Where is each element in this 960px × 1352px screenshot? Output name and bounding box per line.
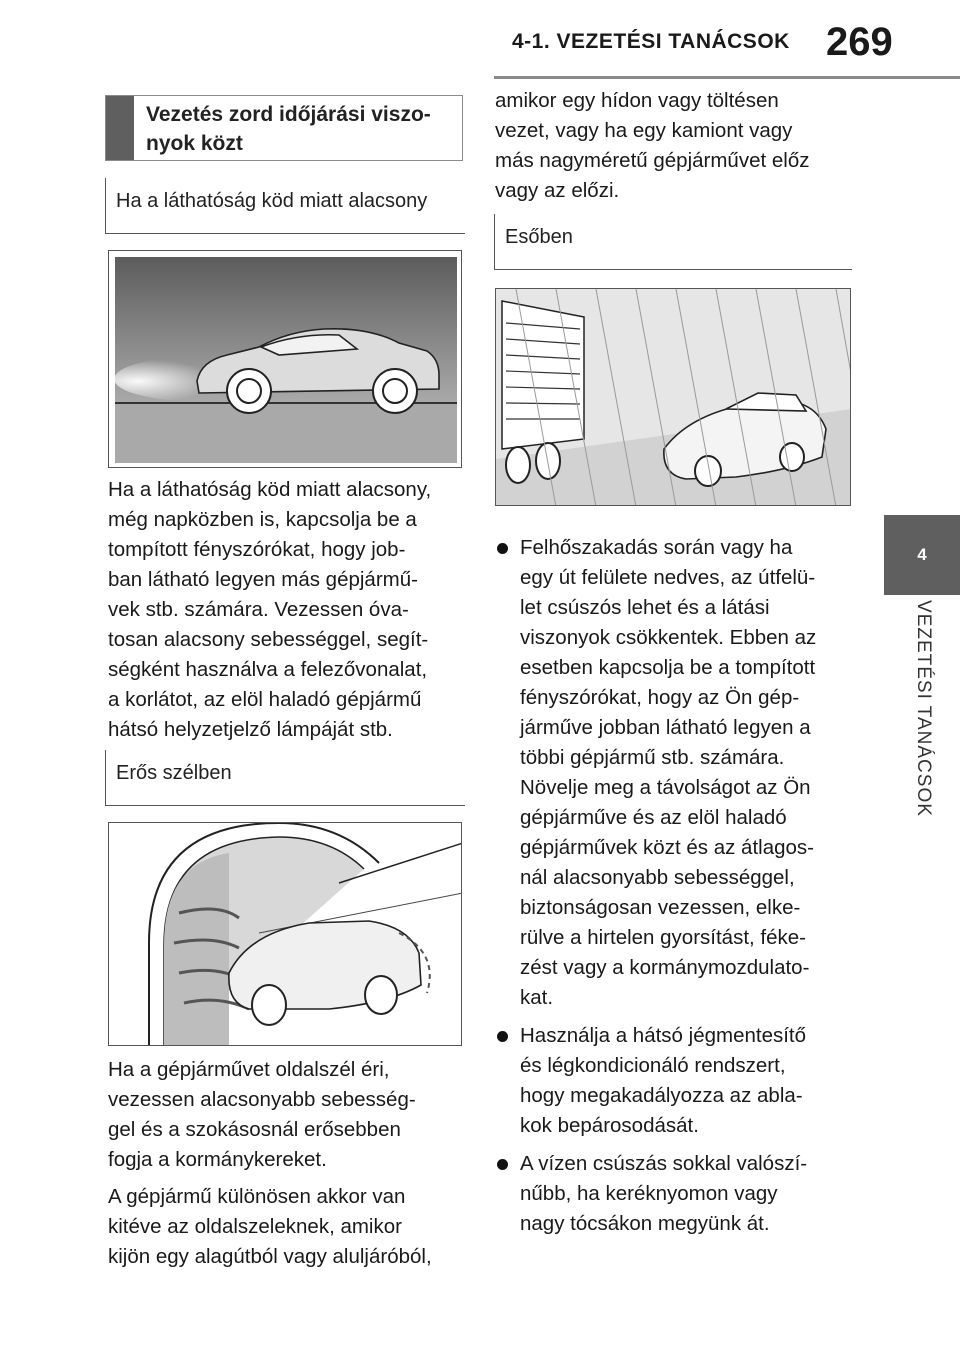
bullet-icon xyxy=(497,1031,508,1042)
wind-text-2: A gépjármű különösen akkor van kitéve az oldalszeleknek, amikor kijön egy alagútból vagy aluljáróból, xyxy=(108,1185,432,1268)
rain-bullet-list xyxy=(495,533,855,1247)
rain-illustration xyxy=(495,288,851,506)
subheading-wind: Erős szélben xyxy=(105,750,465,806)
wind-paragraph-1 xyxy=(108,1055,468,1175)
chapter-tab: 4 xyxy=(884,515,960,595)
bullet-text: A vízen csúszás sokkal valószí- nűbb, ha keréknyomon vagy nagy tócsákon megyünk át. xyxy=(520,1152,808,1235)
bullet-icon xyxy=(497,1159,508,1170)
section-title-box xyxy=(105,95,463,161)
section-title-line: nyok közt xyxy=(146,132,243,155)
bullet-icon xyxy=(497,543,508,554)
header-rule xyxy=(494,76,960,79)
wind-text-1: Ha a gépjárművet oldalszél éri, vezessen alacsonyabb sebesség- gel és a szokásosnál erősebben fogja a kormánykereket. xyxy=(108,1058,416,1171)
running-header: 4-1. VEZETÉSI TANÁCSOK xyxy=(512,30,790,53)
fog-illustration xyxy=(108,250,462,468)
chapter-side-title xyxy=(884,600,960,850)
chapter-side-title-text: VEZETÉSI TANÁCSOK xyxy=(913,600,934,817)
wind-paragraph-2 xyxy=(108,1182,468,1272)
wind-text-2-continued: amikor egy hídon vagy töltésen vezet, vagy ha egy kamiont vagy más nagyméretű gépjárművet előz vagy az előzi. xyxy=(495,89,810,202)
section-title-bar xyxy=(106,96,134,160)
bullet-text: Használja a hátsó jégmentesítő és légkondicionáló rendszert, hogy megakadályozza az abla- kok bepárosodását. xyxy=(520,1024,807,1137)
wind-paragraph-2-continued xyxy=(495,86,855,206)
bullet-text: Felhőszakadás során vagy ha egy út felülete nedves, az útfelü- let csúszós lehet és a látási viszonyok csökkentek. Ebben az esetben kapcsolja be a tompított fényszórókat, hogy az Ön gép- járműve jobban látható legyen a többi gépjármű stb. számára. Növelje meg a távolságot az Ön gépjárműve és az elöl haladó gépjárművek közt és az átlagos- nál alacsonyabb sebességgel, biztonságosan vezessen, elke- rülve a hirtelen gyorsítást, féke- zést vagy a kormánymozdulato- kat. xyxy=(520,536,817,1009)
list-item xyxy=(495,1149,855,1239)
wind-illustration xyxy=(108,822,462,1046)
fog-text: Ha a láthatóság köd miatt alacsony, még napközben is, kapcsolja be a tompított fényszórókat, hogy job- ban látható legyen más gépjármű- vek stb. számára. Vezessen óva- tosan alacsony sebességgel, segít- ségként használva a felezővonalat, a korlátot, az elöl haladó gépjármű hátsó helyzetjelző lámpáját stb. xyxy=(108,478,432,741)
list-item xyxy=(495,1021,855,1141)
page-number: 269 xyxy=(826,20,893,64)
list-item xyxy=(495,533,855,1013)
section-title xyxy=(146,100,431,158)
fog-paragraph xyxy=(108,475,468,745)
subheading-fog: Ha a láthatóság köd miatt alacsony xyxy=(105,178,465,234)
subheading-rain: Esőben xyxy=(494,214,852,270)
section-title-line: Vezetés zord időjárási viszo- xyxy=(146,103,431,126)
